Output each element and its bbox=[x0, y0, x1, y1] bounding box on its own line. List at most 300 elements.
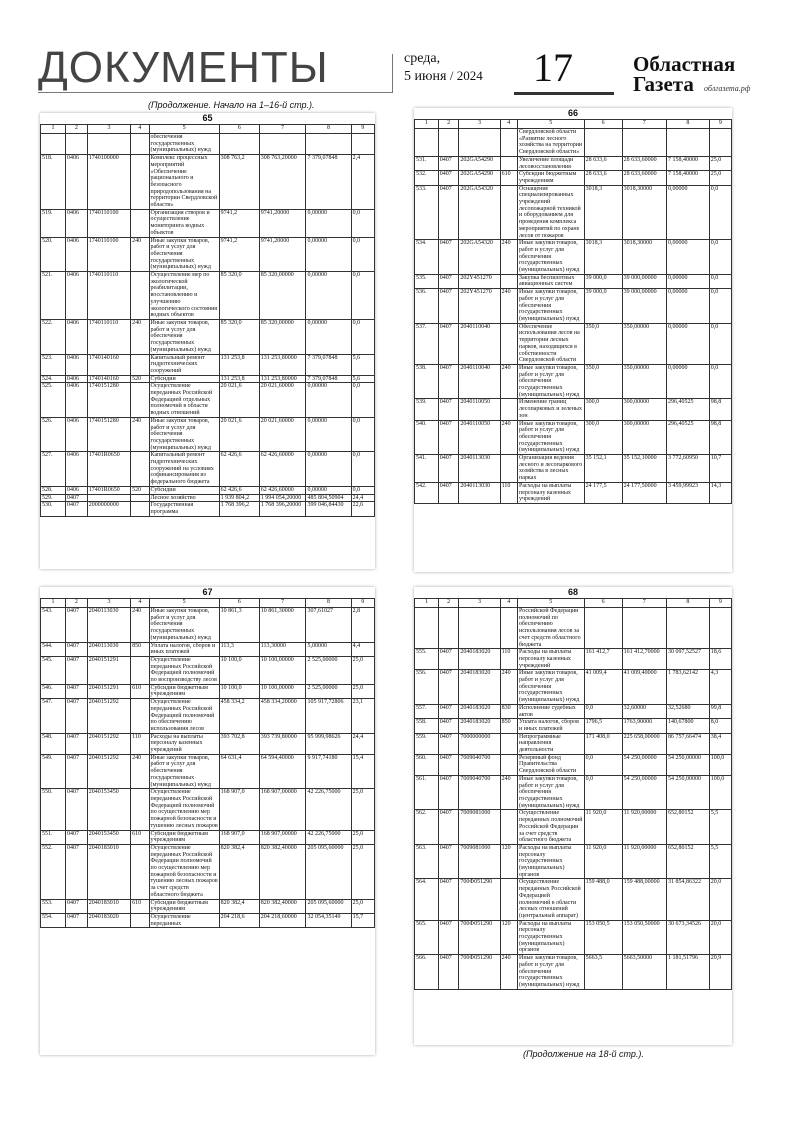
table-cell: 30 097,52527 bbox=[666, 649, 709, 670]
column-header: 9 bbox=[351, 125, 374, 134]
table-cell: 0,0 bbox=[584, 704, 622, 718]
table-row bbox=[41, 789, 375, 830]
table-cell: 820 382,4 bbox=[219, 844, 259, 899]
table-cell: 536. bbox=[415, 289, 439, 324]
table-cell: 2040110040 bbox=[459, 364, 500, 399]
table-cell: 39 000,0 bbox=[584, 289, 622, 324]
table-cell: 168 907,0 bbox=[219, 830, 259, 844]
table-cell bbox=[709, 129, 731, 157]
table-cell bbox=[500, 810, 517, 845]
table-cell: 54 250,00000 bbox=[666, 775, 709, 810]
column-header: 7 bbox=[622, 599, 666, 608]
table-cell: 1 768 396,20000 bbox=[259, 502, 306, 516]
table-cell: 1 181,51796 bbox=[666, 955, 709, 990]
table-cell: 565. bbox=[415, 920, 439, 955]
column-header: 7 bbox=[259, 125, 306, 134]
table-cell: обеспечения государственных (муниципальных) нужд bbox=[149, 134, 219, 155]
table-cell: Государственная программа bbox=[149, 502, 219, 516]
table-cell: 0407 bbox=[438, 733, 459, 754]
panel-number: 67 bbox=[202, 587, 213, 597]
table-cell: Расходы на выплаты персоналу казенных учреждений bbox=[517, 649, 584, 670]
table-cell: 9741,20000 bbox=[259, 209, 306, 237]
table-cell: 0,00000 bbox=[666, 289, 709, 324]
table-cell: 3 459,99923 bbox=[666, 482, 709, 503]
table-cell: 0,00000 bbox=[306, 452, 351, 487]
table-cell: 140,67800 bbox=[666, 719, 709, 733]
budget-table bbox=[414, 119, 732, 504]
table-cell bbox=[622, 608, 666, 649]
column-header: 4 bbox=[131, 599, 149, 608]
table-cell: 558. bbox=[415, 719, 439, 733]
table-cell: 0407 bbox=[66, 830, 88, 844]
table-cell: 110 bbox=[500, 649, 517, 670]
table-cell: 0,0 bbox=[709, 274, 731, 288]
table-cell: 35 152,1 bbox=[584, 455, 622, 483]
table-cell: 225 658,00000 bbox=[622, 733, 666, 754]
table-cell: 350,0 bbox=[584, 323, 622, 364]
table-cell: 0406 bbox=[66, 417, 88, 452]
table-cell: 240 bbox=[500, 289, 517, 324]
table-cell: 10 861,3 bbox=[219, 608, 259, 643]
table-cell: 5663,5 bbox=[584, 955, 622, 990]
table-cell: 161 412,70000 bbox=[622, 649, 666, 670]
table-cell: 0,0 bbox=[709, 289, 731, 324]
table-cell: 0406 bbox=[66, 155, 88, 210]
table-cell: 556. bbox=[415, 670, 439, 705]
table-row bbox=[41, 486, 375, 494]
table-cell: Оснащение специализированных учреждений лесопожарной техникой и оборудованием для проведения комплекса мероприятий по охране лесов от пожаров bbox=[517, 185, 584, 240]
column-header: 1 bbox=[415, 599, 439, 608]
table-cell: 32 054,35149 bbox=[306, 913, 351, 927]
table-cell: 17401R0650 bbox=[87, 486, 130, 494]
table-cell: 28 633,60000 bbox=[622, 156, 666, 170]
table-cell: 9 917,74180 bbox=[306, 754, 351, 789]
table-cell: 0407 bbox=[438, 364, 459, 399]
table-cell: 20,0 bbox=[709, 920, 731, 955]
table-cell: 520 bbox=[131, 486, 149, 494]
table-cell: 32,60000 bbox=[622, 704, 666, 718]
table-cell: 393 702,8 bbox=[219, 733, 259, 754]
table-cell: 23,1 bbox=[351, 699, 374, 734]
table-cell: 131 253,80000 bbox=[259, 375, 306, 383]
table-cell: 153 050,50000 bbox=[622, 920, 666, 955]
table-cell: 205 095,60000 bbox=[306, 899, 351, 913]
table-cell bbox=[584, 608, 622, 649]
table-cell: 7009081000 bbox=[459, 810, 500, 845]
table-cell: 20,0 bbox=[709, 879, 731, 920]
table-cell: 0407 bbox=[438, 482, 459, 503]
table-cell: 559. bbox=[415, 733, 439, 754]
page-number: 17 bbox=[533, 45, 573, 90]
table-cell: 11 920,0 bbox=[584, 844, 622, 879]
table-cell: 1 768 396,2 bbox=[219, 502, 259, 516]
table-cell bbox=[87, 134, 130, 155]
table-cell: 0,00000 bbox=[666, 274, 709, 288]
table-cell: 204 218,60000 bbox=[259, 913, 306, 927]
table-cell: 0407 bbox=[438, 156, 459, 170]
table-cell: 518. bbox=[41, 155, 66, 210]
table-row bbox=[41, 899, 375, 913]
table-cell: 7009040700 bbox=[459, 754, 500, 775]
table-cell: Иные закупки товаров, работ и услуг для обеспечения государственных (муниципальных) нужд bbox=[149, 417, 219, 452]
table-row bbox=[415, 364, 732, 399]
table-cell: 0,00000 bbox=[666, 185, 709, 240]
table-cell: 0407 bbox=[438, 670, 459, 705]
table-cell: 1740110100 bbox=[87, 209, 130, 237]
table-cell: Иные закупки товаров, работ и услуг для обеспечения государственных (муниципальных) нужд bbox=[149, 608, 219, 643]
table-cell: 62 426,60000 bbox=[259, 486, 306, 494]
table-cell: Осуществление переданных bbox=[149, 913, 219, 927]
table-cell bbox=[500, 608, 517, 649]
table-cell: 42 226,75000 bbox=[306, 830, 351, 844]
column-header: 7 bbox=[622, 120, 666, 129]
table-cell: 39 000,00000 bbox=[622, 289, 666, 324]
table-cell: 393 739,80000 bbox=[259, 733, 306, 754]
table-cell: 11 920,0 bbox=[584, 810, 622, 845]
table-cell: 2,8 bbox=[351, 608, 374, 643]
table-cell: 2040183020 bbox=[459, 649, 500, 670]
issue-date bbox=[404, 50, 483, 85]
table-cell: 7 379,07848 bbox=[306, 155, 351, 210]
column-header: 6 bbox=[584, 120, 622, 129]
panel-number: 65 bbox=[202, 113, 213, 123]
column-header: 3 bbox=[87, 125, 130, 134]
table-row bbox=[415, 649, 732, 670]
table-cell: 24,4 bbox=[351, 733, 374, 754]
table-cell: 0407 bbox=[438, 289, 459, 324]
budget-page-65 bbox=[40, 113, 375, 569]
table-cell: 98,8 bbox=[709, 420, 731, 455]
table-cell: 202GA54290 bbox=[459, 156, 500, 170]
table-cell: 202Y451270 bbox=[459, 289, 500, 324]
table-cell bbox=[500, 323, 517, 364]
table-cell: 5,00000 bbox=[306, 642, 351, 656]
table-cell: 0407 bbox=[438, 240, 459, 275]
table-row bbox=[415, 129, 732, 157]
table-cell bbox=[131, 699, 149, 734]
table-cell: 296,40525 bbox=[666, 399, 709, 420]
column-header: 2 bbox=[438, 599, 459, 608]
table-cell: 830 bbox=[500, 704, 517, 718]
table-row bbox=[415, 482, 732, 503]
table-cell: 548. bbox=[41, 733, 66, 754]
table-cell: 113,3 bbox=[219, 642, 259, 656]
table-cell: 820 382,40000 bbox=[259, 844, 306, 899]
table-cell: 458 334,2 bbox=[219, 699, 259, 734]
table-cell: 0,00000 bbox=[306, 272, 351, 320]
table-cell: 2040151292 bbox=[87, 754, 130, 789]
table-row bbox=[415, 775, 732, 810]
table-cell bbox=[584, 129, 622, 157]
table-cell bbox=[709, 608, 731, 649]
site-url: облгазета.рф bbox=[704, 84, 751, 93]
table-cell: 547. bbox=[41, 699, 66, 734]
table-header-row bbox=[415, 599, 732, 608]
table-cell: 540. bbox=[415, 420, 439, 455]
table-cell: 0407 bbox=[438, 754, 459, 775]
table-cell: 528. bbox=[41, 486, 66, 494]
table-cell: 531. bbox=[415, 156, 439, 170]
table-cell: 532. bbox=[415, 171, 439, 185]
table-cell: 551. bbox=[41, 830, 66, 844]
table-cell: 240 bbox=[500, 420, 517, 455]
table-cell: 64 594,40000 bbox=[259, 754, 306, 789]
table-cell: 652,80152 bbox=[666, 844, 709, 879]
column-header: 5 bbox=[517, 120, 584, 129]
table-cell: 5,6 bbox=[351, 375, 374, 383]
column-header: 1 bbox=[415, 120, 439, 129]
table-cell: Капитальный ремонт гидротехнических сооружений на условиях софинансирования из федерального бюджета bbox=[149, 452, 219, 487]
table-row bbox=[41, 830, 375, 844]
logo-line-1: Областная bbox=[633, 52, 736, 76]
column-header: 2 bbox=[66, 599, 88, 608]
table-cell bbox=[666, 129, 709, 157]
table-cell: 9741,20000 bbox=[259, 237, 306, 272]
table-cell: 240 bbox=[500, 670, 517, 705]
table-cell: 85 320,0 bbox=[219, 272, 259, 320]
table-cell: 41 009,40000 bbox=[622, 670, 666, 705]
table-cell: 25,0 bbox=[351, 656, 374, 684]
table-cell: 3 772,60950 bbox=[666, 455, 709, 483]
table-cell: 545. bbox=[41, 656, 66, 684]
table-cell: 168 907,00000 bbox=[259, 830, 306, 844]
table-row bbox=[41, 844, 375, 899]
table-cell: 14,3 bbox=[709, 482, 731, 503]
table-cell: 0,0 bbox=[351, 486, 374, 494]
column-header: 2 bbox=[66, 125, 88, 134]
table-cell: 0,00000 bbox=[306, 486, 351, 494]
table-cell bbox=[131, 494, 149, 502]
table-cell: 85 320,00000 bbox=[259, 319, 306, 354]
table-cell bbox=[500, 185, 517, 240]
table-cell: Свердловской области «Развитие лесного хозяйства на территории Свердловской области» bbox=[518, 129, 583, 156]
table-cell bbox=[459, 608, 500, 649]
table-cell: 54 250,00000 bbox=[622, 754, 666, 775]
table-cell: 240 bbox=[131, 608, 149, 643]
table-cell bbox=[131, 844, 149, 899]
table-cell: 0407 bbox=[438, 274, 459, 288]
table-cell bbox=[622, 129, 666, 157]
table-row bbox=[415, 754, 732, 775]
table-cell bbox=[131, 354, 149, 375]
table-row bbox=[415, 608, 732, 649]
table-cell: 2040183020 bbox=[459, 719, 500, 733]
table-cell: 0407 bbox=[438, 323, 459, 364]
table-cell: 0407 bbox=[66, 642, 88, 656]
table-cell: 0407 bbox=[438, 719, 459, 733]
table-cell: 0407 bbox=[438, 185, 459, 240]
table-cell: 485 804,50904 bbox=[306, 494, 351, 502]
table-cell: 20,9 bbox=[709, 955, 731, 990]
table-cell: 555. bbox=[415, 649, 439, 670]
table-cell: 610 bbox=[131, 684, 149, 698]
table-cell: 2000000000 bbox=[87, 502, 130, 516]
table-cell bbox=[219, 134, 259, 155]
table-cell: 25,0 bbox=[351, 844, 374, 899]
table-cell: 0407 bbox=[66, 608, 88, 643]
table-cell: Иные закупки товаров, работ и услуг для обеспечения государственных (муниципальных) нужд bbox=[517, 955, 584, 990]
table-cell: 85 320,0 bbox=[219, 319, 259, 354]
table-cell: Осуществление переданных Российской Федерации полномочий по осуществлению мер пожарной безопасности и тушению лесных пожаров за счет средств областного бюджета bbox=[150, 844, 218, 898]
table-cell: Резервный фонд Правительства Свердловской области bbox=[517, 754, 584, 775]
table-cell: 1740110110 bbox=[87, 319, 130, 354]
table-cell: 62 426,60000 bbox=[259, 452, 306, 487]
table-cell: 2,4 bbox=[351, 155, 374, 210]
table-cell: 25,0 bbox=[351, 789, 374, 830]
table-cell: Осуществление переданных полномочий Российской Федерации за счет средств областного бюджета bbox=[518, 810, 583, 844]
table-cell: Иные закупки товаров, работ и услуг для обеспечения государственных (муниципальных) нужд bbox=[149, 319, 219, 354]
table-cell: 1763,90000 bbox=[622, 719, 666, 733]
table-cell: 0407 bbox=[438, 704, 459, 718]
table-cell: 520 bbox=[131, 375, 149, 383]
table-row bbox=[41, 452, 375, 487]
table-cell bbox=[131, 913, 149, 927]
column-header: 9 bbox=[709, 599, 731, 608]
table-cell bbox=[500, 399, 517, 420]
column-header: 8 bbox=[666, 120, 709, 129]
table-cell: 521. bbox=[41, 272, 66, 320]
table-cell: 2040151292 bbox=[87, 733, 130, 754]
table-cell: 2040110050 bbox=[459, 420, 500, 455]
table-cell: Организация ведения лесного и лесопаркового хозяйства в лесных парках bbox=[518, 455, 583, 482]
table-cell: 202GA54320 bbox=[459, 240, 500, 275]
divider-line bbox=[392, 54, 393, 92]
table-cell: 1740140160 bbox=[87, 354, 130, 375]
table-cell: 8,0 bbox=[709, 719, 731, 733]
table-cell: 533. bbox=[415, 185, 439, 240]
table-cell: 131 253,8 bbox=[219, 375, 259, 383]
table-cell: 10 100,00000 bbox=[259, 684, 306, 698]
table-cell: 0407 bbox=[438, 399, 459, 420]
table-cell: 202GA54290 bbox=[459, 171, 500, 185]
table-cell: 300,00000 bbox=[622, 399, 666, 420]
table-row bbox=[415, 185, 732, 240]
table-cell: 120 bbox=[500, 844, 517, 879]
table-cell: 0407 bbox=[438, 844, 459, 879]
table-cell: 4,4 bbox=[351, 642, 374, 656]
budget-table bbox=[414, 598, 732, 990]
table-cell: 0,00000 bbox=[666, 323, 709, 364]
table-header-row bbox=[41, 599, 375, 608]
table-cell: 5,5 bbox=[709, 810, 731, 845]
table-cell: Иные закупки товаров, работ и услуг для обеспечения государственных (муниципальных) нужд bbox=[149, 754, 219, 789]
budget-page-67 bbox=[40, 587, 375, 1055]
table-cell bbox=[500, 129, 517, 157]
table-cell: Иные закупки товаров, работ и услуг для обеспечения государственных (муниципальных) нужд bbox=[517, 240, 584, 275]
table-cell: 2040183020 bbox=[459, 670, 500, 705]
column-header: 9 bbox=[351, 599, 374, 608]
table-cell bbox=[500, 455, 517, 483]
column-header: 4 bbox=[500, 599, 517, 608]
table-cell bbox=[131, 502, 149, 516]
table-cell: 11 920,00000 bbox=[622, 810, 666, 845]
table-cell: 7009081000 bbox=[459, 844, 500, 879]
table-cell: 5,5 bbox=[709, 844, 731, 879]
table-cell: Осуществление переданных Российской Федерацией полномочий по воспроизводству лесов bbox=[149, 656, 219, 684]
table-cell: Организация створов и осуществление мониторинга водных объектов bbox=[149, 209, 219, 237]
table-cell: 350,0 bbox=[584, 364, 622, 399]
table-row bbox=[415, 920, 732, 955]
table-cell: 0,00000 bbox=[306, 237, 351, 272]
table-cell: 554. bbox=[41, 913, 66, 927]
table-cell: 610 bbox=[131, 899, 149, 913]
table-cell: 0,0 bbox=[351, 452, 374, 487]
table-cell: 0406 bbox=[66, 237, 88, 272]
table-cell: Субсидии bbox=[149, 486, 219, 494]
column-header: 3 bbox=[87, 599, 130, 608]
table-cell: 240 bbox=[131, 237, 149, 272]
page-number-bar bbox=[514, 92, 614, 95]
table-cell bbox=[415, 129, 439, 157]
table-row bbox=[41, 237, 375, 272]
table-cell: 41 009,4 bbox=[584, 670, 622, 705]
table-cell: 28 633,6 bbox=[584, 156, 622, 170]
table-cell: 86 757,66474 bbox=[666, 733, 709, 754]
table-cell: 85 320,00000 bbox=[259, 272, 306, 320]
table-row bbox=[41, 733, 375, 754]
masthead bbox=[0, 0, 800, 100]
column-header: 8 bbox=[306, 125, 351, 134]
table-row bbox=[415, 844, 732, 879]
table-cell: 2040183020 bbox=[459, 704, 500, 718]
table-cell: 240 bbox=[500, 364, 517, 399]
table-row bbox=[41, 354, 375, 375]
table-cell: 1740140160 bbox=[87, 375, 130, 383]
table-cell: 563. bbox=[415, 844, 439, 879]
table-cell: 54 250,00000 bbox=[666, 754, 709, 775]
table-cell: 64 631,4 bbox=[219, 754, 259, 789]
table-cell: 0407 bbox=[66, 502, 88, 516]
table-cell: 0407 bbox=[66, 699, 88, 734]
table-cell: 20 021,6 bbox=[219, 383, 259, 418]
table-cell bbox=[438, 129, 459, 157]
table-cell: 0407 bbox=[66, 913, 88, 927]
table-cell: 10 100,00000 bbox=[259, 656, 306, 684]
table-cell: 10 861,30000 bbox=[259, 608, 306, 643]
column-header: 4 bbox=[500, 120, 517, 129]
table-cell: 24 177,50000 bbox=[622, 482, 666, 503]
table-cell: 557. bbox=[415, 704, 439, 718]
table-cell: 18,6 bbox=[709, 649, 731, 670]
table-cell: 0,0 bbox=[351, 209, 374, 237]
table-row bbox=[415, 955, 732, 990]
table-cell: 204 218,6 bbox=[219, 913, 259, 927]
table-cell: 0406 bbox=[66, 319, 88, 354]
table-cell: 10 100,0 bbox=[219, 656, 259, 684]
table-row bbox=[415, 879, 732, 920]
table-cell: 544. bbox=[41, 642, 66, 656]
table-cell: 62 426,6 bbox=[219, 452, 259, 487]
table-cell: 1 783,62142 bbox=[666, 670, 709, 705]
table-cell: 350,00000 bbox=[622, 323, 666, 364]
table-cell: 538. bbox=[415, 364, 439, 399]
table-cell: 850 bbox=[500, 719, 517, 733]
table-cell: 0407 bbox=[66, 899, 88, 913]
table-cell: 523. bbox=[41, 354, 66, 375]
table-cell: 32,52680 bbox=[666, 704, 709, 718]
table-cell: Иные закупки товаров, работ и услуг для обеспечения государственных (муниципальных) нужд bbox=[517, 289, 584, 324]
table-cell bbox=[131, 155, 149, 210]
table-cell: Иные закупки товаров, работ и услуг для обеспечения государственных (муниципальных) нужд bbox=[517, 420, 584, 455]
table-cell: 159 488,0 bbox=[584, 879, 622, 920]
table-row bbox=[415, 719, 732, 733]
table-row bbox=[415, 274, 732, 288]
table-cell: 171 408,0 bbox=[584, 733, 622, 754]
table-cell: 308 763,2 bbox=[219, 155, 259, 210]
table-cell: 161 412,7 bbox=[584, 649, 622, 670]
table-cell: 560. bbox=[415, 754, 439, 775]
table-row bbox=[41, 319, 375, 354]
